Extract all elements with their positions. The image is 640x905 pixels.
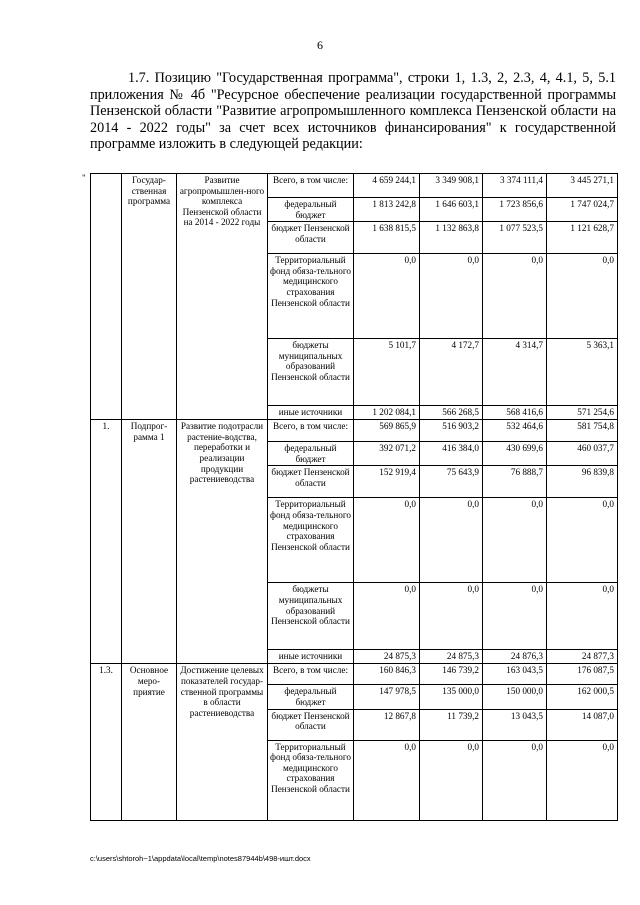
amount-cell: 1 646 603,1	[420, 198, 483, 222]
amount-cell: 24 875,3	[354, 650, 420, 664]
amount-cell: 0,0	[354, 583, 420, 650]
amount-cell: 76 888,7	[483, 466, 547, 498]
amount-cell: 24 877,3	[547, 650, 618, 664]
amount-cell: 150 000,0	[483, 685, 547, 709]
amount-cell: 24 876,3	[483, 650, 547, 664]
amount-cell: 0,0	[420, 583, 483, 650]
program-name-cell: Достижение целевых показателей государ-ственной программы в области растениеводства	[177, 664, 268, 820]
table-row	[91, 174, 618, 198]
amount-cell: 0,0	[420, 498, 483, 583]
amount-cell: 96 839,8	[547, 466, 618, 498]
funding-source-cell: иные источники	[268, 650, 354, 664]
amount-cell: 1 202 084,1	[354, 406, 420, 420]
amount-cell: 4 172,7	[420, 339, 483, 406]
amount-cell: 581 754,8	[547, 420, 618, 442]
status-cell: Основное меро-приятие	[122, 664, 177, 820]
funding-source-cell: бюджет Пензенской области	[268, 466, 354, 498]
funding-source-cell: бюджет Пензенской области	[268, 222, 354, 254]
funding-source-cell: иные источники	[268, 406, 354, 420]
amount-cell: 0,0	[354, 740, 420, 820]
amount-cell: 5 101,7	[354, 339, 420, 406]
amount-cell: 3 374 111,4	[483, 174, 547, 198]
amount-cell: 75 643,9	[420, 466, 483, 498]
amount-cell: 14 087,0	[547, 709, 618, 740]
amount-cell: 0,0	[420, 740, 483, 820]
amount-cell: 152 919,4	[354, 466, 420, 498]
program-name-cell: Развитие подотрасли растение-водства, переработки и реализации продукции растениеводства	[177, 420, 268, 664]
amount-cell: 12 867,8	[354, 709, 420, 740]
amount-cell: 566 268,5	[420, 406, 483, 420]
intro-paragraph: 1.7. Позицию "Государственная программа", строки 1, 1.3, 2, 2.3, 4, 4.1, 5, 5.1 приложения № 4б "Ресурсное обеспечение реализации государственной программы Пензенской области "Развитие агропромышленного комплекса Пензенской области на 2014 - 2022 годы" за счет всех источников финансирования" к государственной программе изложить в следующей редакции:	[90, 70, 616, 152]
amount-cell: 0,0	[354, 498, 420, 583]
row-number-cell: 1.	[91, 420, 122, 664]
row-number-cell	[91, 174, 122, 420]
funding-source-cell: федеральный бюджет	[268, 198, 354, 222]
amount-cell: 0,0	[547, 583, 618, 650]
amount-cell: 0,0	[547, 498, 618, 583]
opening-quote: "	[82, 173, 86, 183]
table-row	[91, 420, 618, 442]
amount-cell: 3 349 908,1	[420, 174, 483, 198]
funding-source-cell: федеральный бюджет	[268, 685, 354, 709]
funding-source-cell: федеральный бюджет	[268, 442, 354, 466]
amount-cell: 146 739,2	[420, 664, 483, 685]
amount-cell: 1 813 242,8	[354, 198, 420, 222]
amount-cell: 0,0	[547, 254, 618, 339]
amount-cell: 135 000,0	[420, 685, 483, 709]
table-row	[91, 664, 618, 685]
amount-cell: 569 865,9	[354, 420, 420, 442]
amount-cell: 430 699,6	[483, 442, 547, 466]
amount-cell: 460 037,7	[547, 442, 618, 466]
amount-cell: 516 903,2	[420, 420, 483, 442]
amount-cell: 163 043,5	[483, 664, 547, 685]
amount-cell: 0,0	[420, 254, 483, 339]
amount-cell: 162 000,5	[547, 685, 618, 709]
page-number: 6	[317, 38, 323, 52]
amount-cell: 147 978,5	[354, 685, 420, 709]
amount-cell: 0,0	[354, 254, 420, 339]
file-path-footer: c:\users\shtoroh~1\appdata\local\temp\notes87944b\498-ишт.docx	[90, 854, 311, 863]
amount-cell: 1 723 856,6	[483, 198, 547, 222]
funding-source-cell: бюджеты муниципальных образований Пензенской области	[268, 339, 354, 406]
amount-cell: 24 875,3	[420, 650, 483, 664]
amount-cell: 11 739,2	[420, 709, 483, 740]
status-cell: Подпрог-рамма 1	[122, 420, 177, 664]
amount-cell: 416 384,0	[420, 442, 483, 466]
funding-source-cell: Всего, в том числе:	[268, 420, 354, 442]
amount-cell: 1 638 815,5	[354, 222, 420, 254]
amount-cell: 0,0	[483, 583, 547, 650]
amount-cell: 5 363,1	[547, 339, 618, 406]
amount-cell: 13 043,5	[483, 709, 547, 740]
status-cell: Государ-ственная программа	[122, 174, 177, 420]
amount-cell: 1 747 024,7	[547, 198, 618, 222]
amount-cell: 4 314,7	[483, 339, 547, 406]
financing-table	[90, 173, 618, 821]
amount-cell: 4 659 244,1	[354, 174, 420, 198]
program-name-cell: Развитие агропромышлен-ного комплекса Пензенской области на 2014 - 2022 годы	[177, 174, 268, 420]
funding-source-cell: бюджет Пензенской области	[268, 709, 354, 740]
funding-source-cell: Всего, в том числе:	[268, 664, 354, 685]
funding-source-cell: бюджеты муниципальных образований Пензенской области	[268, 583, 354, 650]
amount-cell: 568 416,6	[483, 406, 547, 420]
funding-source-cell: Территориальный фонд обяза-тельного медицинского страхования Пензенской области	[268, 498, 354, 583]
amount-cell: 176 087,5	[547, 664, 618, 685]
amount-cell: 0,0	[547, 740, 618, 820]
amount-cell: 0,0	[483, 498, 547, 583]
amount-cell: 0,0	[483, 740, 547, 820]
amount-cell: 571 254,6	[547, 406, 618, 420]
amount-cell: 0,0	[483, 254, 547, 339]
amount-cell: 160 846,3	[354, 664, 420, 685]
amount-cell: 1 121 628,7	[547, 222, 618, 254]
amount-cell: 1 077 523,5	[483, 222, 547, 254]
amount-cell: 1 132 863,8	[420, 222, 483, 254]
funding-source-cell: Всего, в том числе:	[268, 174, 354, 198]
funding-source-cell: Территориальный фонд обяза-тельного медицинского страхования Пензенской области	[268, 254, 354, 339]
amount-cell: 3 445 271,1	[547, 174, 618, 198]
row-number-cell: 1.3.	[91, 664, 122, 820]
amount-cell: 532 464,6	[483, 420, 547, 442]
amount-cell: 392 071,2	[354, 442, 420, 466]
funding-source-cell: Территориальный фонд обяза-тельного медицинского страхования Пензенской области	[268, 740, 354, 820]
